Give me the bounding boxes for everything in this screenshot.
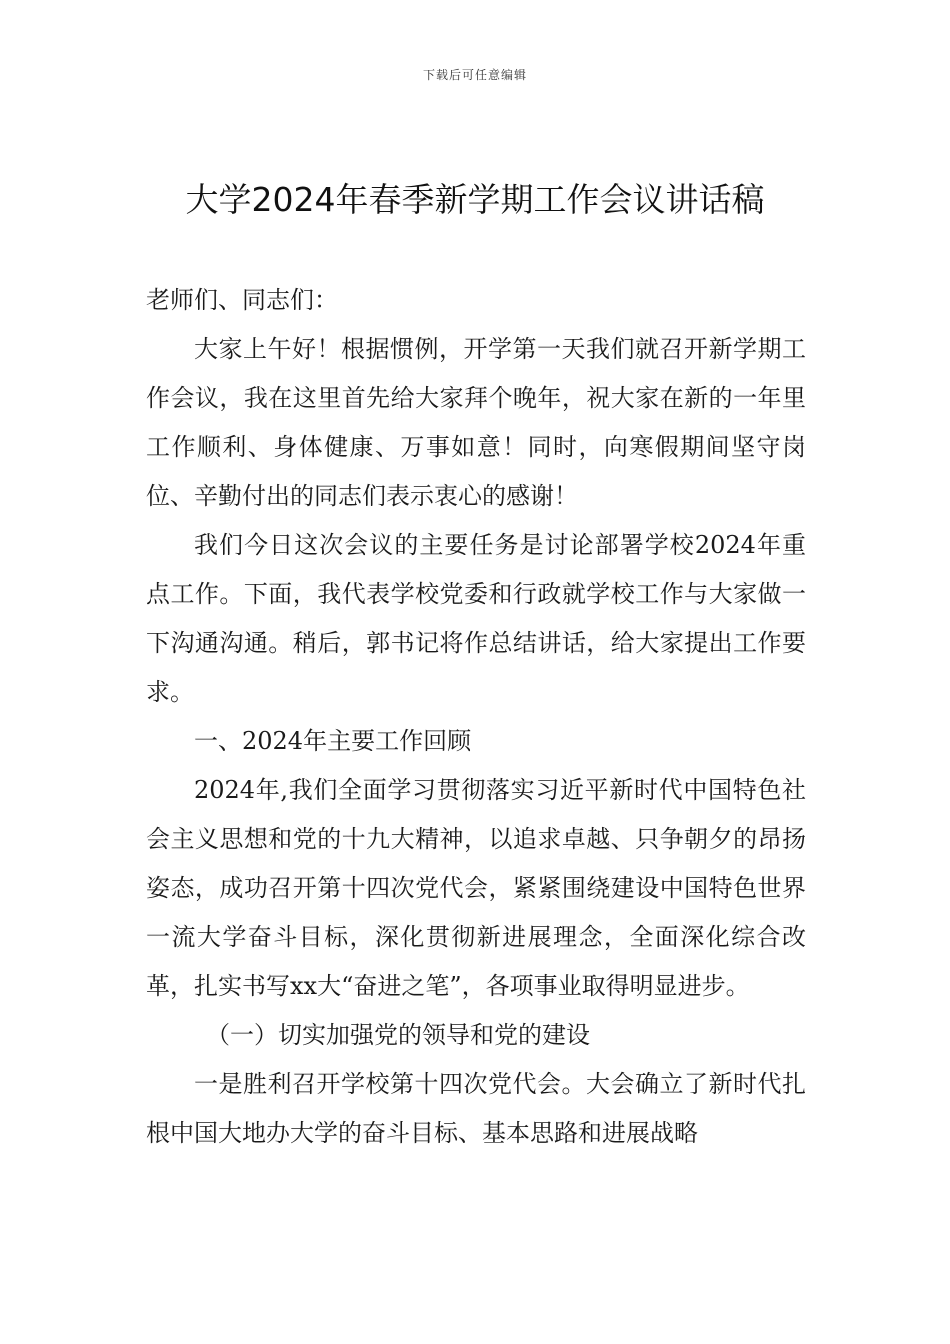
paragraph-review-summary: 2024年,我们全面学习贯彻落实习近平新时代中国特色社会主义思想和党的十九大精神，以追求卓越、只争朝夕的昂扬姿态，成功召开第十四次党代会，紧紧围绕建设中国特色世界一流大学奋斗目标，深化贯彻新进展理念，全面深化综合改革，扎实书写xx大“奋进之笔”，各项事业取得明显进步。 xyxy=(146,776,806,1000)
greeting-line: 老师们、同志们： xyxy=(146,286,338,314)
paragraph-party-congress: 一是胜利召开学校第十四次党代会。大会确立了新时代扎根中国大地办大学的奋斗目标、基本思路和进展战略 xyxy=(146,1070,806,1147)
paragraph-opening: 大家上午好！根据惯例，开学第一天我们就召开新学期工作会议，我在这里首先给大家拜个晚年，祝大家在新的一年里工作顺利、身体健康、万事如意！同时，向寒假期间坚守岗位、辛勤付出的同志们表示衷心的感谢！ xyxy=(146,335,806,510)
header-note: 下载后可任意编辑 xyxy=(422,68,527,82)
section-heading-review: 一、2024年主要工作回顾 xyxy=(194,727,472,755)
subsection-heading-party: （一）切实加强党的领导和党的建设 xyxy=(206,1021,590,1049)
paragraph-meeting-task: 我们今日这次会议的主要任务是讨论部署学校2024年重点工作。下面，我代表学校党委和行政就学校工作与大家做一下沟通沟通。稍后，郭书记将作总结讲话，给大家提出工作要求。 xyxy=(146,531,806,706)
document-title: 大学2024年春季新学期工作会议讲话稿 xyxy=(185,180,765,219)
document-body xyxy=(146,276,806,1158)
